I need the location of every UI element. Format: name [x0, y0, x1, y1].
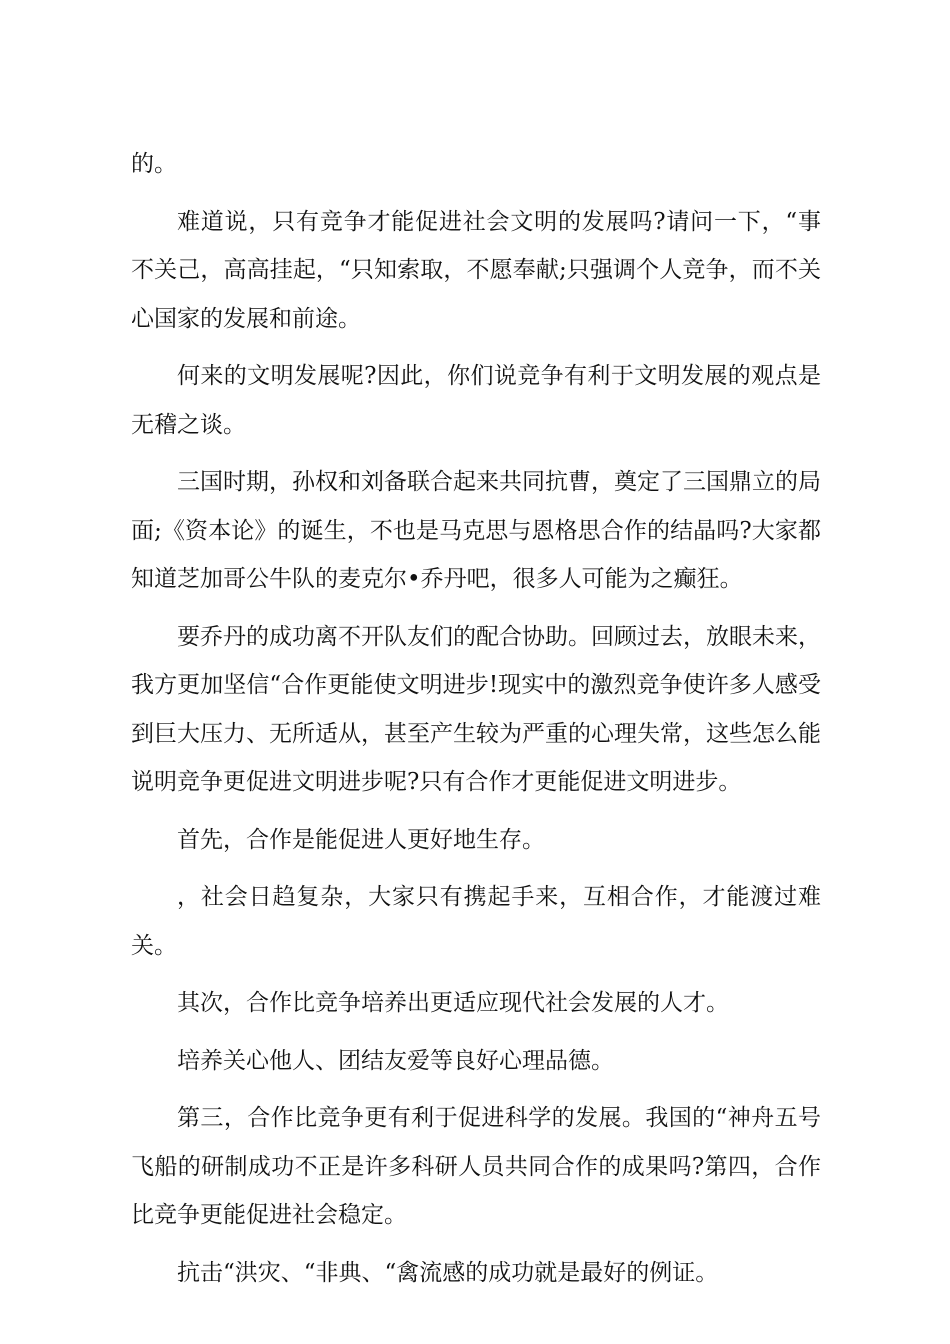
- paragraph: 难道说，只有竞争才能促进社会文明的发展吗?请问一下，“事不关己，高高挂起，“只知索取，不愿奉献;只强调个人竞争，而不关心国家的发展和前途。: [131, 208, 821, 332]
- paragraph: 首先，合作是能促进人更好地生存。: [177, 826, 545, 853]
- paragraph: 何来的文明发展呢?因此，你们说竞争有利于文明发展的观点是无稽之谈。: [131, 363, 821, 438]
- paragraph: 要乔丹的成功离不开队友们的配合协助。回顾过去，放眼未来，我方更加坚信“合作更能使文明进步!现实中的激烈竞争使许多人感受到巨大压力、无所适从，甚至产生较为严重的心理失常，这些怎么能说明竞争更促进文明进步呢?只有合作才更能促进文明进步。: [131, 623, 821, 795]
- paragraph: 抗击“洪灾、“非典、“禽流感的成功就是最好的例证。: [177, 1259, 719, 1286]
- paragraph: 第三，合作比竞争更有利于促进科学的发展。我国的“神舟五号飞船的研制成功不正是许多科研人员共同合作的成果吗?第四，合作比竞争更能促进社会稳定。: [131, 1105, 821, 1228]
- paragraph: 其次，合作比竞争培养出更适应现代社会发展的人才。: [177, 990, 729, 1016]
- paragraph: 三国时期，孙权和刘备联合起来共同抗曹，奠定了三国鼎立的局面;《资本论》的诞生，不也是马克思与恩格思合作的结晶吗?大家都知道芝加哥公牛队的麦克尔•乔丹吧，很多人可能为之癫狂。: [131, 469, 821, 592]
- paragraph: ，社会日趋复杂，大家只有携起手来，互相合作，才能渡过难关。: [131, 884, 821, 959]
- paragraph-continuation: 的。: [131, 151, 177, 177]
- paragraph: 培养关心他人、团结友爱等良好心理品德。: [177, 1047, 614, 1074]
- document-body: [131, 140, 821, 1306]
